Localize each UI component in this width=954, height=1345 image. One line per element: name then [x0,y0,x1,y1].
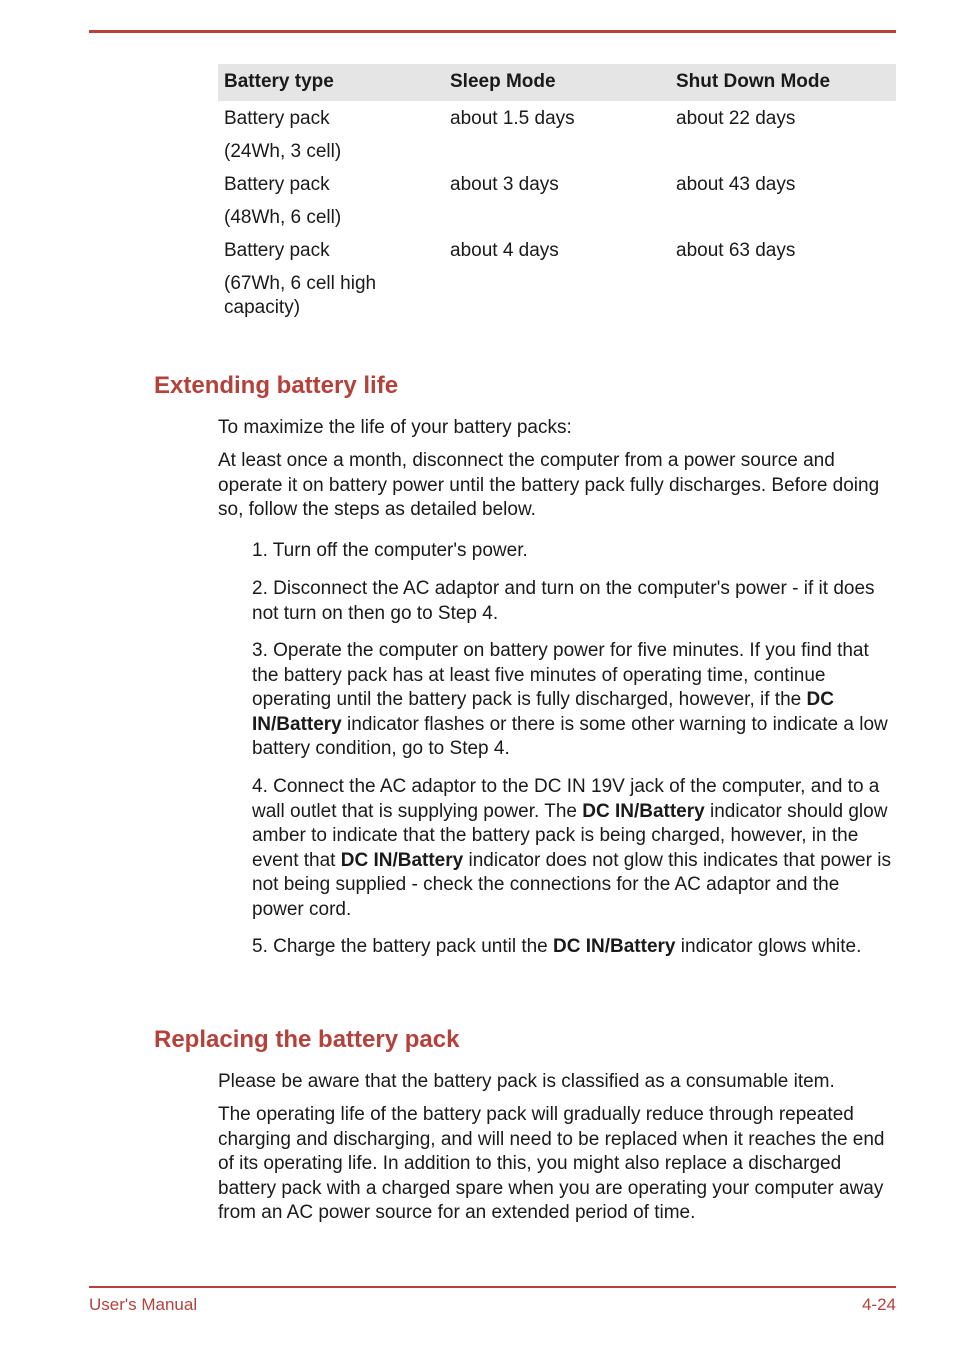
sleep-mode-cell: about 1.5 days [450,108,575,129]
battery-type-cell [218,233,444,320]
sleep-mode-cell: about 3 days [450,174,559,195]
step-2: 2. Disconnect the AC adaptor and turn on the computer's power - if it does not turn on then go to Step 4. [252,578,875,624]
step-4 [252,775,892,922]
battery-type-name: Battery pack [224,240,330,261]
replace-paragraph-2: The operating life of the battery pack will gradually reduce through repeated charging and discharging, and will need to be replaced when it reaches the end of its operating life. In addition to this, you might also replace a discharged battery pack with a charged spare when you are operating your computer away from an AC power source for an extended period of time. [218,1104,885,1223]
battery-type-spec: (48Wh, 6 cell) [224,207,342,228]
section-heading-extending-battery-life: Extending battery life [154,372,399,399]
step-5-text: 5. Charge the battery pack until the [252,936,554,957]
step-4-text: indicator does not glow this indicates that power is not being supplied - check the connections for the AC adaptor and the power cord. [252,849,891,920]
shut-down-mode-cell: about 22 days [676,108,796,129]
extend-intro-paragraph: To maximize the life of your battery packs: [218,417,572,438]
extend-body-paragraph: At least once a month, disconnect the computer from a power source and operate it on battery power until the battery pack fully discharges. Before doing so, follow the steps as detailed below. [218,450,880,520]
footer-manual-title: User's Manual [89,1295,198,1314]
dc-in-battery-label: DC IN/Battery [553,936,676,957]
battery-type-cell [218,167,444,233]
step-3 [252,639,892,762]
page-number: 4-24 [861,1295,896,1314]
table-header-row [218,64,896,101]
battery-type-spec: (24Wh, 3 cell) [224,141,342,162]
battery-type-cell [218,101,444,167]
step-5 [252,935,892,960]
header-rule [89,30,896,33]
shut-down-mode-cell: about 43 days [676,174,796,195]
shut-down-mode-cell: about 63 days [676,240,796,261]
battery-type-spec: (67Wh, 6 cell high capacity) [224,273,377,318]
dc-in-battery-label: DC IN/Battery [340,849,464,871]
step-4-text: 4. Connect the AC adaptor to the DC IN 19V jack of the computer, and to a wall outlet that is supplying power. The [252,776,880,822]
column-header-battery-type: Battery type [218,64,444,101]
table-row [218,167,896,233]
battery-type-name: Battery pack [224,174,330,195]
table-row [218,233,896,320]
battery-life-table [218,64,896,320]
step-5-text: indicator glows white. [675,936,862,957]
column-header-shut-down-mode: Shut Down Mode [670,64,896,101]
section-heading-replacing-battery-pack: Replacing the battery pack [154,1026,460,1053]
step-3-text: indicator flashes or there is some other warning to indicate a low battery condition, go to Step 4. [252,713,888,759]
dc-in-battery-label: DC IN/Battery [252,689,834,735]
battery-type-name: Battery pack [224,108,330,129]
sleep-mode-cell: about 4 days [450,240,559,261]
footer-rule [89,1286,896,1288]
dc-in-battery-label: DC IN/Battery [582,800,705,822]
step-1: 1. Turn off the computer's power. [252,540,528,561]
column-header-sleep-mode: Sleep Mode [444,64,670,101]
replace-paragraph-1: Please be aware that the battery pack is classified as a consumable item. [218,1071,835,1092]
step-3-text: 3. Operate the computer on battery power for five minutes. If you find that the battery pack has at least five minutes of operating time, continue operating until the battery pack is fully discharged, however, if the [252,640,869,710]
table-row [218,101,896,167]
step-4-text: indicator should glow amber to indicate that the battery pack is being charged, however, in the event that [252,800,888,871]
